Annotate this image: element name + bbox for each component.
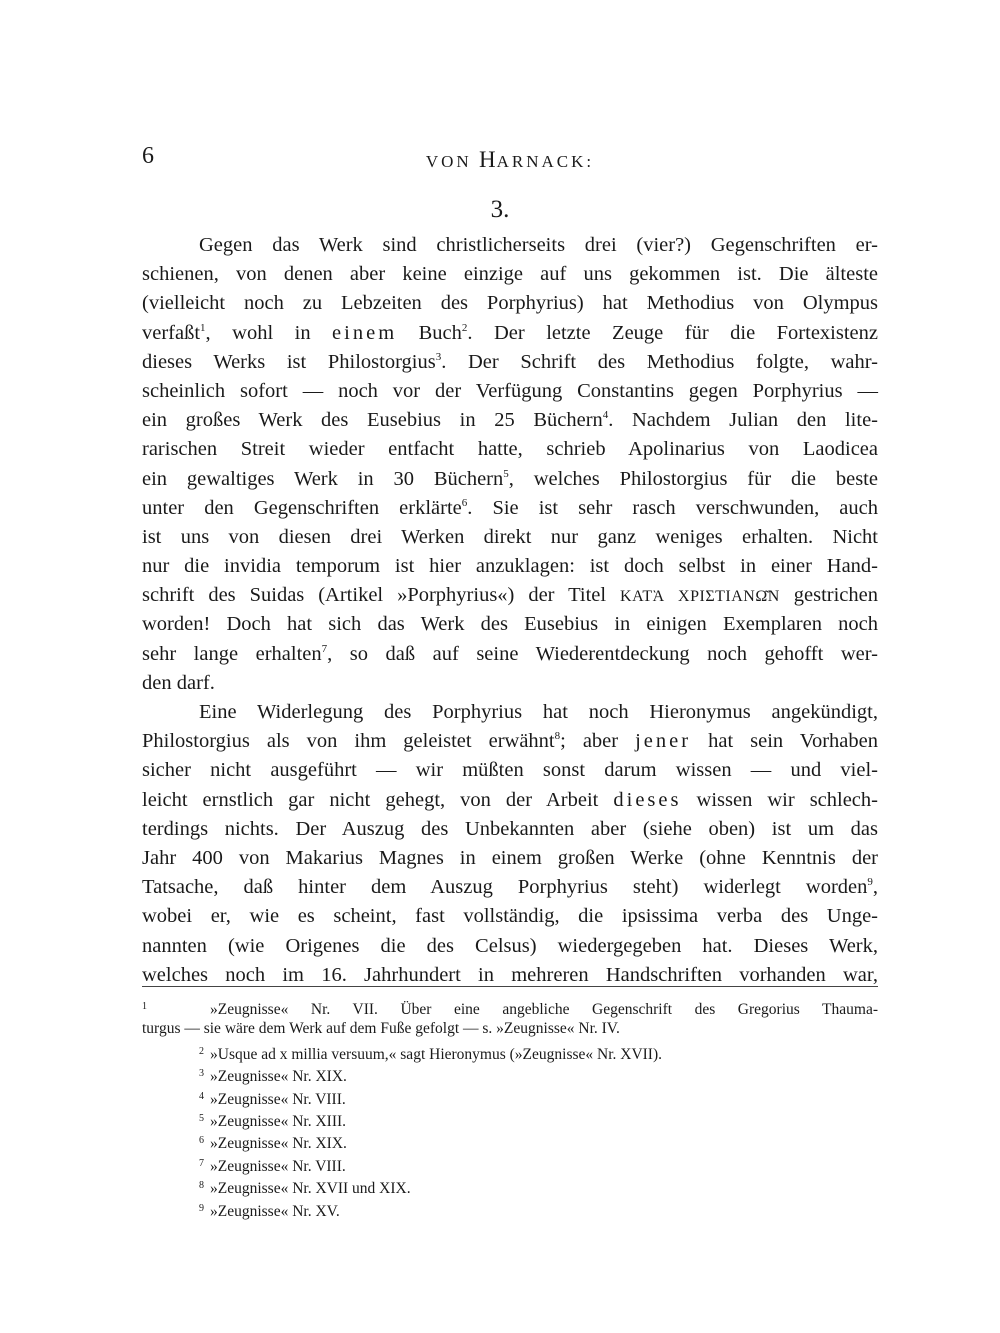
text-run: , welches Philostorgius für die beste xyxy=(508,467,878,490)
running-title-rest: ARNACK: xyxy=(496,152,595,171)
footnote xyxy=(142,1108,878,1130)
footnote-text: »Zeugnisse« Nr. VIII. xyxy=(210,1090,346,1108)
footnote-text: »Zeugnisse« Nr. XV. xyxy=(210,1202,340,1220)
text-line xyxy=(142,581,878,610)
text-line xyxy=(142,319,878,348)
footnote xyxy=(142,1063,878,1085)
footnote xyxy=(142,1175,878,1197)
text-line: rarischen Streit wieder entfacht hatte, schrieb Apolinarius von Laodicea xyxy=(142,438,878,461)
footnote-continuation: turgus — sie wäre dem Werk auf dem Fuße gefolgt — s. »Zeugnisse« Nr. IV. xyxy=(142,1020,620,1038)
text-line: scheinlich sofort — noch vor der Verfügung Constantins gegen Porphyrius — xyxy=(142,379,878,402)
footnote-number: 8 xyxy=(199,1180,204,1192)
footnote-number: 1 xyxy=(142,1001,147,1012)
footnote xyxy=(142,996,878,1018)
text-line xyxy=(142,873,878,902)
text-run: dieses Werks ist Philostorgius xyxy=(142,350,436,373)
footnote-text: »Zeugnisse« Nr. XIII. xyxy=(210,1112,347,1130)
text-line: worden! Doch hat sich das Werk des Eusebius in einigen Exemplaren noch xyxy=(142,613,878,636)
text-run: , xyxy=(872,876,878,899)
text-run: , so daß auf seine Wiederentdeckung noch gehofft wer- xyxy=(327,642,878,665)
text-run: ein gewaltiges Werk in 30 Büchern xyxy=(142,467,504,490)
text-line xyxy=(142,640,878,669)
footnote-ref: 1 xyxy=(200,321,206,334)
footnote-text: »Zeugnisse« Nr. XVII und XIX. xyxy=(210,1180,411,1198)
text-run: sehr lange erhalten xyxy=(142,642,322,665)
running-head xyxy=(142,143,878,173)
footnote-ref: 8 xyxy=(554,730,561,743)
footnote-text: »Zeugnisse« Nr. XIX. xyxy=(210,1068,347,1086)
footnote-number: 6 xyxy=(199,1135,204,1147)
text-line: den darf. xyxy=(142,671,215,694)
footnote-ref: 3 xyxy=(435,350,442,363)
running-title xyxy=(142,147,878,173)
text-run: gestrichen xyxy=(779,584,878,607)
footnotes xyxy=(142,996,878,1220)
text-run: Tatsache, daß hinter dem Auszug Porphyrius steht) widerlegt worden xyxy=(142,876,868,899)
text-line xyxy=(142,348,878,377)
text-line: welches noch im 16. Jahrhundert in mehreren Handschriften vorhanden war, xyxy=(142,963,878,986)
footnote-ref: 4 xyxy=(602,409,609,422)
text-run: unter den Gegenschriften erklärte xyxy=(142,496,462,519)
text-run: . Sie ist sehr rasch verschwunden, auch xyxy=(467,496,878,519)
text-run: ein großes Werk des Eusebius in 25 Büchern xyxy=(142,409,603,432)
text-run: schrift des Suidas (Artikel »Porphyrius«) der Titel xyxy=(142,584,621,607)
footnote xyxy=(142,1086,878,1108)
running-title-pre: VON xyxy=(425,152,479,171)
text-line xyxy=(142,727,878,756)
text-run: , wohl in xyxy=(205,321,333,344)
spaced-word: jener xyxy=(635,730,692,753)
spaced-word: einem xyxy=(332,321,398,344)
text-run: leicht ernstlich gar nicht gehegt, von der Arbeit xyxy=(142,788,614,811)
body-text xyxy=(142,231,878,990)
footnote-text: »Zeugnisse« Nr. XIX. xyxy=(210,1135,347,1153)
text-line xyxy=(142,786,878,815)
text-line: nur die invidia temporum ist hier anzuklagen: ist doch selbst in einer Hand- xyxy=(142,555,878,578)
footnote-ref: 2 xyxy=(461,321,468,334)
text-line: sicher nicht ausgeführt — wir müßten sonst darum wissen — und viel- xyxy=(142,759,878,782)
footnote xyxy=(142,1153,878,1175)
footnote-number: 9 xyxy=(199,1202,204,1214)
footnote-ref: 5 xyxy=(503,467,509,480)
footnote-number: 2 xyxy=(199,1045,204,1057)
text-run: wissen wir schlech- xyxy=(681,788,878,811)
footnote-number: 4 xyxy=(199,1090,204,1102)
text-line: Eine Widerlegung des Porphyrius hat noch Hieronymus angekündigt, xyxy=(199,701,878,723)
section-number: 3. xyxy=(490,196,510,223)
text-run: ; aber xyxy=(560,730,636,753)
text-run: hat sein Vorhaben xyxy=(691,730,878,753)
text-run: . Der Schrift des Methodius folgte, wahr- xyxy=(441,350,878,373)
footnote-number: 7 xyxy=(199,1157,204,1169)
page-number: 6 xyxy=(142,143,154,169)
running-title-cap: H xyxy=(478,147,497,172)
footnote-text: »Usque ad x millia versuum,« sagt Hieronymus (»Zeugnisse« Nr. XVII). xyxy=(210,1045,663,1063)
text-line xyxy=(142,494,878,523)
text-run: Buch xyxy=(397,321,462,344)
footnote xyxy=(142,1130,878,1152)
footnote-ref: 9 xyxy=(867,876,873,889)
footnote-ref: 6 xyxy=(461,496,468,509)
text-line: schienen, von denen aber keine einzige auf uns gekommen ist. Die älteste xyxy=(142,263,878,286)
text-line xyxy=(142,465,878,494)
text-line: terdings nichts. Der Auszug des Unbekannten aber (siehe oben) ist um das xyxy=(142,817,878,840)
text-line xyxy=(142,406,878,435)
text-line: Jahr 400 von Makarius Magnes in einem großen Werke (ohne Kenntnis der xyxy=(142,846,878,869)
footnote xyxy=(142,1041,878,1063)
text-run: . Nachdem Julian den lite- xyxy=(608,409,878,432)
text-line: ist uns von diesen drei Werken direkt nur ganz weniges erhalten. Nicht xyxy=(142,525,878,548)
text-line: nannten (wie Origenes die des Celsus) wiedergegeben hat. Dieses Werk, xyxy=(142,934,878,957)
text-run: verfaßt xyxy=(142,321,201,344)
footnote-number: 3 xyxy=(199,1068,204,1080)
text-run: . Der letzte Zeuge für die Fortexistenz xyxy=(467,321,878,344)
spaced-word: dieses xyxy=(613,788,682,811)
footnote-divider xyxy=(142,986,878,987)
footnote-text: »Zeugnisse« Nr. VIII. xyxy=(210,1157,346,1175)
text-line: wobei er, wie es scheint, fast vollständig, die ipsissima verba des Unge- xyxy=(142,905,878,928)
footnote-number: 5 xyxy=(199,1112,204,1124)
text-run: Philostorgius als von ihm geleistet erwähnt xyxy=(142,730,555,753)
greek-title: ΚΑΤᾺ ΧΡΙΣΤΙΑΝΩ͂Ν xyxy=(620,588,780,606)
text-line: (vielleicht noch zu Lebzeiten des Porphyrius) hat Methodius von Olympus xyxy=(142,292,878,315)
footnote-text: »Zeugnisse« Nr. VII. Über eine angebliche Gegenschrift des Gregorius Thauma- xyxy=(210,1001,878,1018)
footnote xyxy=(142,1198,878,1220)
text-line: Gegen das Werk sind christlicherseits drei (vier?) Gegenschriften er- xyxy=(199,234,878,256)
footnote-ref: 7 xyxy=(321,642,328,655)
